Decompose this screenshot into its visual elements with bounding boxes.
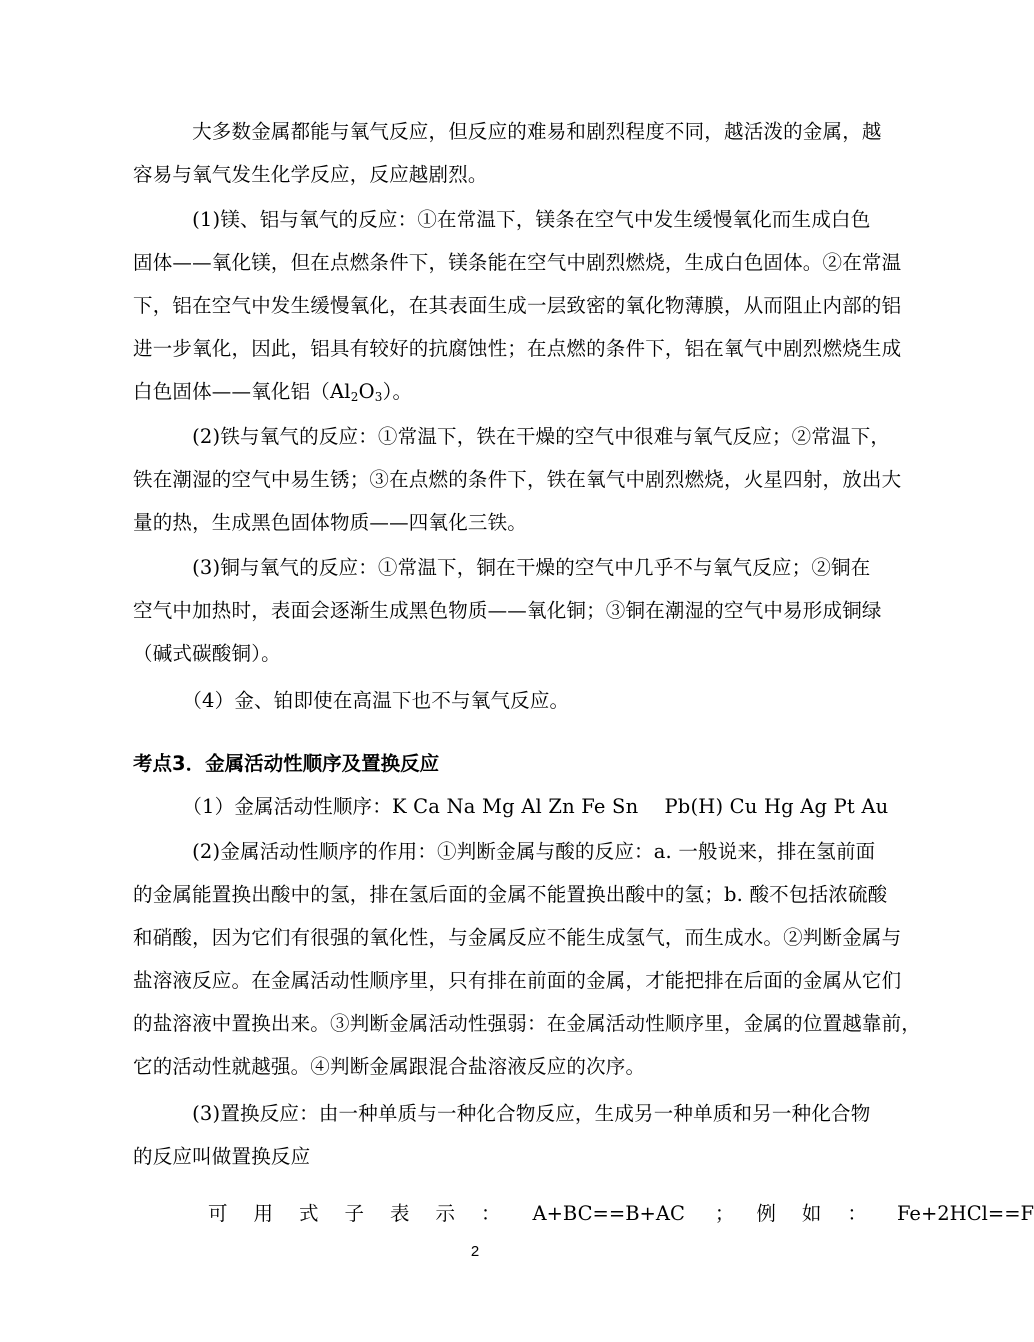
text-line: 它的活动性就越强。④判断金属跟混合盐溶液反应的次序。 <box>133 1055 646 1078</box>
text-line: 盐溶液反应。在金属活动性顺序里，只有排在前面的金属，才能把排在后面的金属从它们 <box>133 969 902 992</box>
text-line: （4）金、铂即使在高温下也不与氧气反应。 <box>133 689 570 712</box>
subscript: 3 <box>374 390 383 404</box>
text-line: 和硝酸，因为它们有很强的氧化性，与金属反应不能生成氢气，而生成水。②判断金属与 <box>133 926 902 949</box>
paragraph-activity-series <box>133 785 889 828</box>
text-line: （1）金属活动性顺序：K Ca Na Mg Al Zn Fe Sn Pb(H) Cu Hg Ag Pt Au <box>133 795 889 818</box>
paragraph-intro <box>133 110 882 196</box>
paragraph-gold-platinum <box>133 679 858 722</box>
text-line: 大多数金属都能与氧气反应，但反应的难易和剧烈程度不同，越活泼的金属，越 <box>133 120 882 143</box>
paragraph-magnesium-aluminum <box>133 198 902 413</box>
formula-suffix: ）。 <box>382 380 413 403</box>
text-line: 空气中加热时，表面会逐渐生成黑色物质——氧化铜；③铜在潮湿的空气中易形成铜绿 <box>133 599 882 622</box>
page-number: 2 <box>470 1243 480 1260</box>
paragraph-iron <box>133 415 902 544</box>
text-line: 进一步氧化，因此，铝具有较好的抗腐蚀性；在点燃的条件下，铝在氧气中剧烈燃烧生成 <box>133 337 902 360</box>
text-line: 的盐溶液中置换出来。③判断金属活动性强弱：在金属活动性顺序里，金属的位置越靠前， <box>133 1012 922 1035</box>
paragraph-copper <box>133 546 882 675</box>
text-line: (1)镁、铝与氧气的反应：①在常温下，镁条在空气中发生缓慢氧化而生成白色 <box>133 208 871 231</box>
text-line: 下，铝在空气中发生缓慢氧化，在其表面生成一层致密的氧化物薄膜，从而阻止内部的铝 <box>133 294 902 317</box>
subscript: 2 <box>350 390 359 404</box>
section-heading: 考点3．金属活动性顺序及置换反应 <box>133 752 440 775</box>
text-line: (3)置换反应：由一种单质与一种化合物反应，生成另一种单质和另一种化合物 <box>133 1102 871 1125</box>
paragraph-activity-usage <box>133 830 922 1088</box>
text-line: (3)铜与氧气的反应：①常温下，铜在干燥的空气中几乎不与氧气反应；②铜在 <box>133 556 871 579</box>
example-label: 例如： <box>756 1202 893 1225</box>
text-line: （碱式碳酸铜）。 <box>133 642 281 665</box>
text-line: (2)铁与氧气的反应：①常温下，铁在干燥的空气中很难与氧气反应；②常温下， <box>133 425 891 448</box>
formula-expression: A+BC==B+AC <box>532 1202 685 1225</box>
text-line: 的金属能置换出酸中的氢，排在氢后面的金属不能置换出酸中的氢；b. 酸不包括浓硫酸 <box>133 883 888 906</box>
formula-prefix: 白色固体——氧化铝（Al <box>133 380 351 403</box>
formula-separator: ； <box>714 1202 735 1225</box>
text-line-formula <box>133 370 858 413</box>
formula-line <box>133 1192 1034 1235</box>
text-line: (2)金属活动性顺序的作用：①判断金属与酸的反应：a. 一般说来，排在氢前面 <box>133 840 876 863</box>
paragraph-displacement <box>133 1092 871 1178</box>
formula-label: 可用式子表示： <box>208 1202 527 1225</box>
text-line: 容易与氧气发生化学反应，反应越剧烈。 <box>133 163 488 186</box>
text-line: 铁在潮湿的空气中易生锈；③在点燃的条件下，铁在氧气中剧烈燃烧，火星四射，放出大 <box>133 468 902 491</box>
formula-mid: O <box>358 380 375 403</box>
example-expression: Fe+2HCl==F <box>896 1202 1034 1225</box>
text-line: 量的热，生成黑色固体物质——四氧化三铁。 <box>133 511 528 534</box>
text-line: 的反应叫做置换反应 <box>133 1145 311 1168</box>
text-line: 固体——氧化镁，但在点燃条件下，镁条能在空气中剧烈燃烧，生成白色固体。②在常温 <box>133 251 902 274</box>
